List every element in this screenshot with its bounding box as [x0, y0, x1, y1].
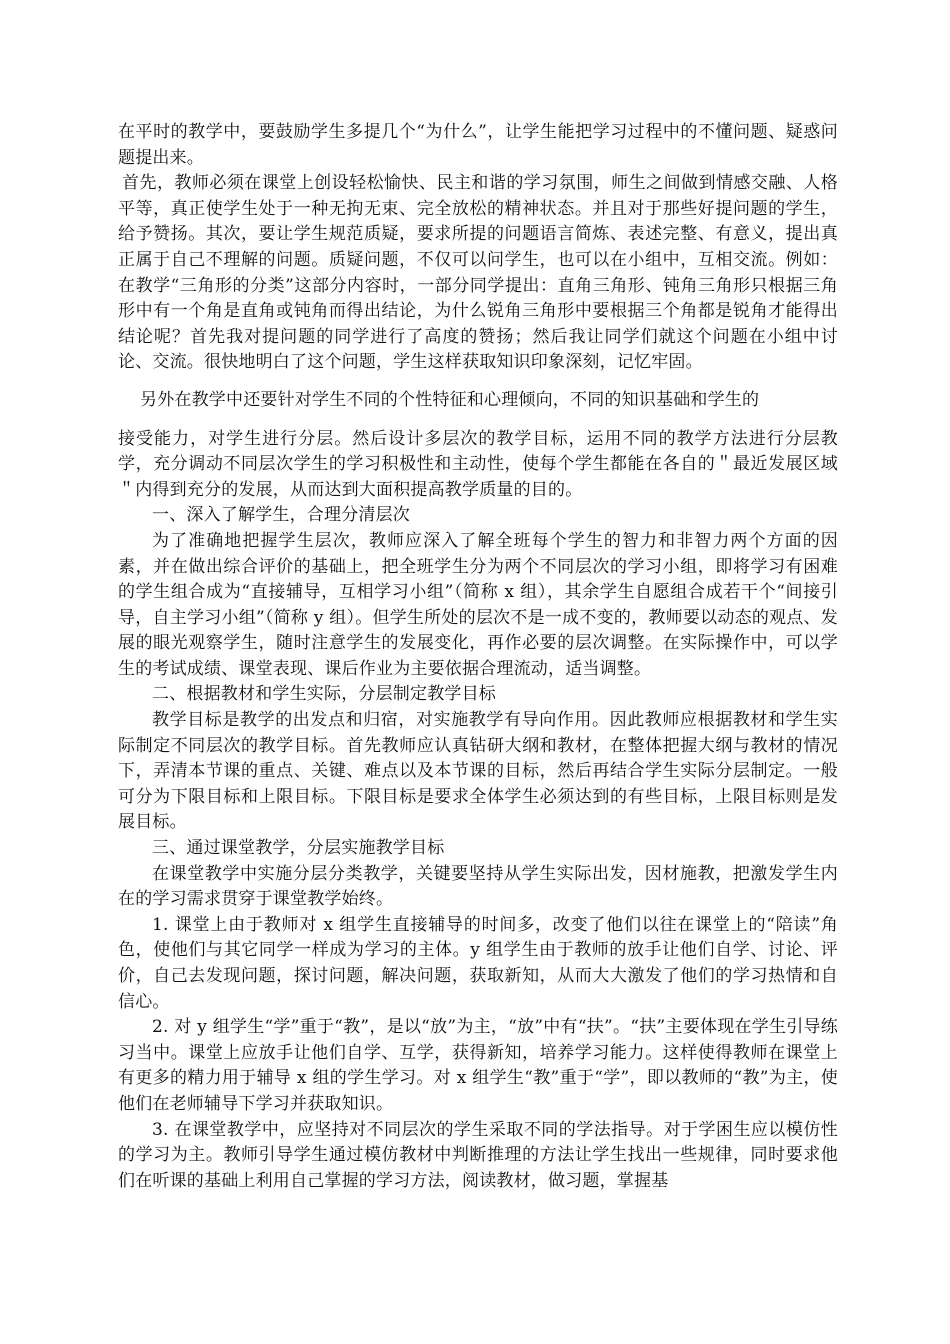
section-heading: 一、深入了解学生，合理分清层次: [152, 505, 410, 526]
paragraph: 在平时的教学中，要鼓励学生多提几个“为什么”，让学生能把学习过程中的不懂问题、疑惑问题提出来。: [118, 122, 838, 168]
list-item: 3. 在课堂教学中，应坚持对不同层次的学生采取不同的学法指导。对于学困生应以模仿性 的学习为主。教师引导学生通过模仿教材中判断推理的方法让学生找出一些规律，同时要求他们在听课的基础上利用自己掌握的学习方法，阅读教材，做习题，掌握基: [118, 1119, 856, 1191]
list-item: 2. 对 y 组学生“学”重于“教”，是以“放”为主，“放”中有“扶”。“扶”主要体现在学生引导练习当中。课堂上应放手让他们自学、互学，获得新知，培养学习能力。这样使得教师在课堂上有更多的精力用于辅导 x 组的学生学习。对 x 组学生“教”重于“学”，即以教师的“教”为主，使他们在老师辅导下学习并获取知识。: [118, 1017, 838, 1114]
paragraph: 首先，教师必须在课堂上创设轻松愉快、民主和谐的学习氛围，师生之间做到情感交融、人格平等，真正使学生处于一种无拘无束、完全放松的精神状态。并且对于那些好提问题的学生，给予赞扬。其次，要让学生规范质疑，要求所提的问题语言简炼、表述完整、有意义，提出真正属于自己不理解的问题。质疑问题，不仅可以问学生，也可以在小组中，互相交流。例如：在教学“三角形的分类”这部分内容时，一部分同学提出：直角三角形、钝角三角形只根据三角形中有一个角是直角或钝角而得出结论，为什么锐角三角形中要根据三个角都是锐角才能得出结论呢？首先我对提问题的同学进行了高度的赞扬；然后我让同学们就这个问题在小组中讨论、交流。很快地明白了这个问题，学生这样获取知识印象深刻，记忆牢固。: [118, 173, 838, 373]
document-body: [118, 120, 856, 1194]
paragraph: 教学目标是教学的出发点和归宿，对实施教学有导向作用。因此教师应根据教材和学生实际制定不同层次的教学目标。首先教师应认真钻研大纲和教材，在整体把握大纲与教材的情况下，弄清本节课的重点、关键、难点以及本节课的目标，然后再结合学生实际分层制定。一般可分为下限目标和上限目标。下限目标是要求全体学生必须达到的有些目标，上限目标则是发展目标。: [118, 710, 838, 833]
paragraph: 为了准确地把握学生层次，教师应深入了解全班每个学生的智力和非智力两个方面的因素，并在做出综合评价的基础上，把全班学生分为两个不同层次的学习小组，即将学习有困难的学生组合成为“直接辅导，互相学习小组”（简称 x 组），其余学生自愿组合成若干个“间接引导，自主学习小组”（简称 y 组）。但学生所处的层次不是一成不变的，教师要以动态的观点、发展的眼光观察学生，随时注意学生的发展变化，再作必要的层次调整。在实际操作中，可以学生的考试成绩、课堂表现、课后作业为主要依据合理流动，适当调整。: [118, 530, 838, 679]
paragraph: 在课堂教学中实施分层分类教学，关键要坚持从学生实际出发，因材施教，把激发学生内在的学习需求贯穿于课堂教学始终。: [118, 863, 838, 910]
section-heading: 三、通过课堂教学，分层实施教学目标: [152, 838, 445, 859]
paragraph: 接受能力，对学生进行分层。然后设计多层次的教学目标，运用不同的教学方法进行分层教学，充分调动不同层次学生的学习积极性和主动性，使每个学生都能在各自的＂最近发展区域＂内得到充分的发展，从而达到大面积提高教学质量的目的。: [118, 428, 838, 500]
paragraph: 另外在教学中还要针对学生不同的个性特征和心理倾向，不同的知识基础和学生的: [140, 389, 760, 410]
list-item: 1. 课堂上由于教师对 x 组学生直接辅导的时间多，改变了他们以往在课堂上的“陪读”角色，使他们与其它同学一样成为学习的主体。y 组学生由于教师的放手让他们自学、讨论、评价，自己去发现问题，探讨问题，解决问题，获取新知，从而大大激发了他们的学习热情和自信心。: [118, 914, 838, 1012]
section-heading: 二、根据教材和学生实际，分层制定教学目标: [152, 684, 496, 705]
